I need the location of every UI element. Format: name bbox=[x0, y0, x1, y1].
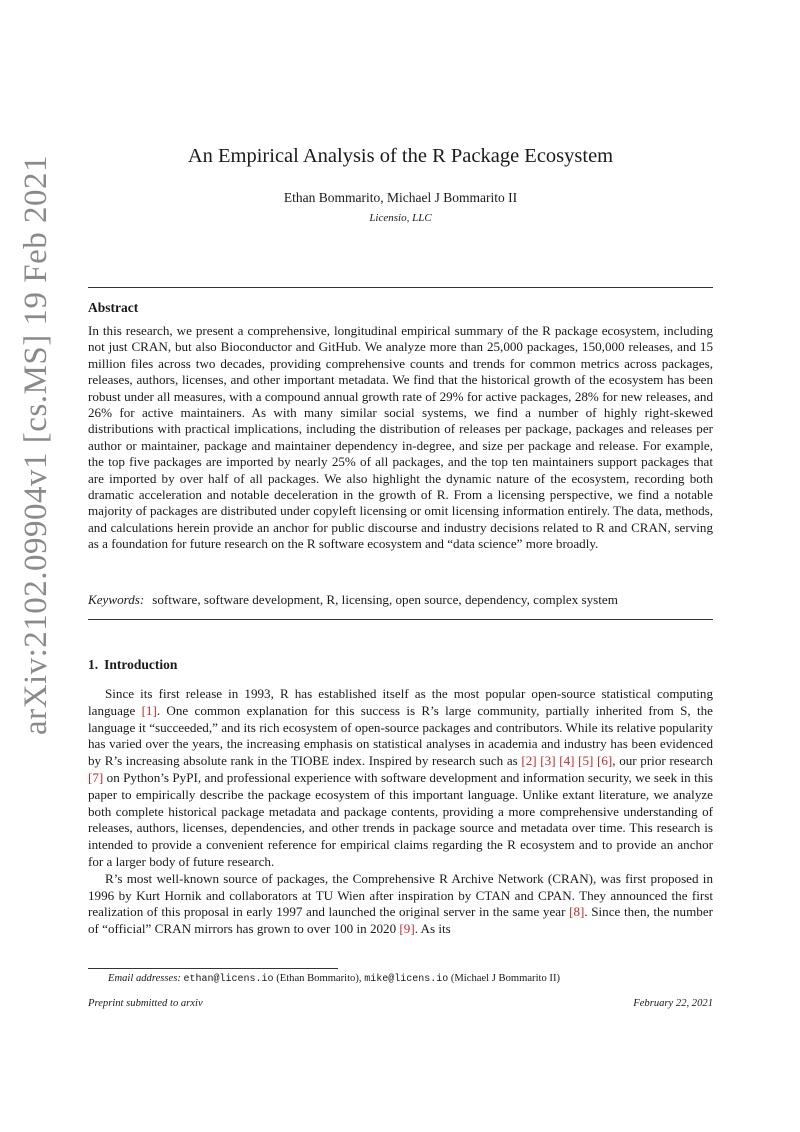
footnote-name-1: (Ethan Bommarito), bbox=[276, 973, 362, 984]
intro-paragraph-1 bbox=[88, 686, 713, 871]
citation-link[interactable]: [5] bbox=[578, 753, 594, 769]
footnote-name-2: (Michael J Bommarito II) bbox=[450, 973, 561, 984]
intro-text: R’s most well-known source of packages, the Comprehensive R Archive Network (CRAN), was first proposed in 1996 by Kurt Hornik and collaborators at TU Wien after inspiration by CTAN and CPAN. They announced the first realization of this proposal in early 1997 and launched the original server in the same year bbox=[88, 870, 713, 920]
abstract-top-rule bbox=[88, 287, 713, 288]
arxiv-identifier-stamp: arXiv:2102.09904v1 [cs.MS] 19 Feb 2021 bbox=[18, 155, 54, 735]
email-footnote bbox=[108, 973, 560, 985]
submission-date: February 22, 2021 bbox=[633, 998, 713, 1009]
intro-text: . As its bbox=[414, 921, 451, 937]
abstract-text: In this research, we present a comprehensive, longitudinal empirical summary of the R package ecosystem, including not just CRAN, but also Bioconductor and GitHub. We analyze more than 25,000 packages, 150,000 releases, and 15 million files across two decades, providing comprehensive counts and trends for common metrics across packages, releases, authors, licenses, and other important metadata. We find that the historical growth of the ecosystem has been robust under all measures, with a compound annual growth rate of 29% for active packages, 28% for new releases, and 26% for active maintainers. As with many similar social systems, we find a number of highly right-skewed distributions with practical implications, including the distribution of releases per package, packages and releases per author or maintainer, package and maintainer dependency in-degree, and size per package and release. For example, the top five packages are imported by nearly 25% of all packages, and the top ten maintainers support packages that are imported by over half of all packages. We also highlight the dynamic nature of the ecosystem, recording both dramatic acceleration and notable deceleration in the growth of R. From a licensing perspective, we find a notable majority of packages are distributed under copyleft licensing or omit licensing information entirely. The data, methods, and calculations herein provide an anchor for public discourse and industry decisions related to R and CRAN, serving as a foundation for future research on the R software ecosystem and “data science” more broadly. bbox=[88, 323, 713, 552]
section-heading bbox=[88, 657, 177, 673]
footnote-label: Email addresses: bbox=[108, 973, 181, 984]
intro-text: Since its first release in 1993, R has established itself as the most popular open-source statistical computing language bbox=[88, 686, 713, 718]
citation-link[interactable]: [1] bbox=[141, 702, 157, 718]
email-link-mike[interactable]: mike@licens.io bbox=[364, 974, 449, 985]
intro-paragraph-2 bbox=[88, 871, 713, 938]
intro-text: . One common explanation for this success is R’s large community, partially inherited from S, the language it “succeeded,” and its rich ecosystem of open-source packages and contributors. While its relative popularity has varied over the years, the increasing emphasis on statistical analyses in academia and industry has been evidenced by R’s increasing absolute rank in the TIOBE index. Inspired by research such as bbox=[88, 702, 713, 769]
citation-link[interactable]: [8] bbox=[569, 904, 585, 920]
abstract-heading: Abstract bbox=[88, 300, 139, 315]
keywords-line bbox=[88, 592, 713, 608]
citation-link[interactable]: [6] bbox=[597, 753, 613, 769]
introduction-body bbox=[88, 686, 713, 938]
footnote-rule bbox=[88, 968, 338, 969]
intro-text: on Python’s PyPI, and professional experience with software development and information security, we seek in this paper to empirically describe the package ecosystem of this important language. Unlike extant literature, we analyze both complete historical package metadata and package contents, providing a more comprehensive understanding of releases, authors, licenses, dependencies, and other trends in package source and metadata over time. This research is intended to provide a convenient reference for empirical claims regarding the R ecosystem and to provide an anchor for a larger body of future research. bbox=[88, 769, 713, 869]
email-link-ethan[interactable]: ethan@licens.io bbox=[183, 974, 274, 985]
keywords-text: software, software development, R, licensing, open source, dependency, complex system bbox=[152, 592, 618, 607]
citation-link[interactable]: [3] bbox=[540, 753, 556, 769]
citation-link[interactable]: [4] bbox=[559, 753, 575, 769]
intro-text: , our prior research bbox=[612, 753, 713, 769]
affiliation: Licensio, LLC bbox=[369, 212, 432, 224]
citation-link[interactable]: [7] bbox=[88, 769, 104, 785]
paper-title: An Empirical Analysis of the R Package Ecosystem bbox=[187, 145, 614, 167]
citation-link[interactable]: [2] bbox=[521, 753, 537, 769]
keywords-label: Keywords: bbox=[88, 592, 145, 607]
section-number: 1. bbox=[88, 657, 99, 672]
intro-text: . Since then, the number of “official” CRAN mirrors has grown to over 100 in 2020 bbox=[88, 904, 713, 937]
citation-link[interactable]: [9] bbox=[399, 921, 415, 937]
preprint-note: Preprint submitted to arxiv bbox=[88, 998, 203, 1009]
section-title: Introduction bbox=[104, 657, 178, 672]
author-list: Ethan Bommarito, Michael J Bommarito II bbox=[283, 190, 518, 205]
abstract-bottom-rule bbox=[88, 619, 713, 620]
